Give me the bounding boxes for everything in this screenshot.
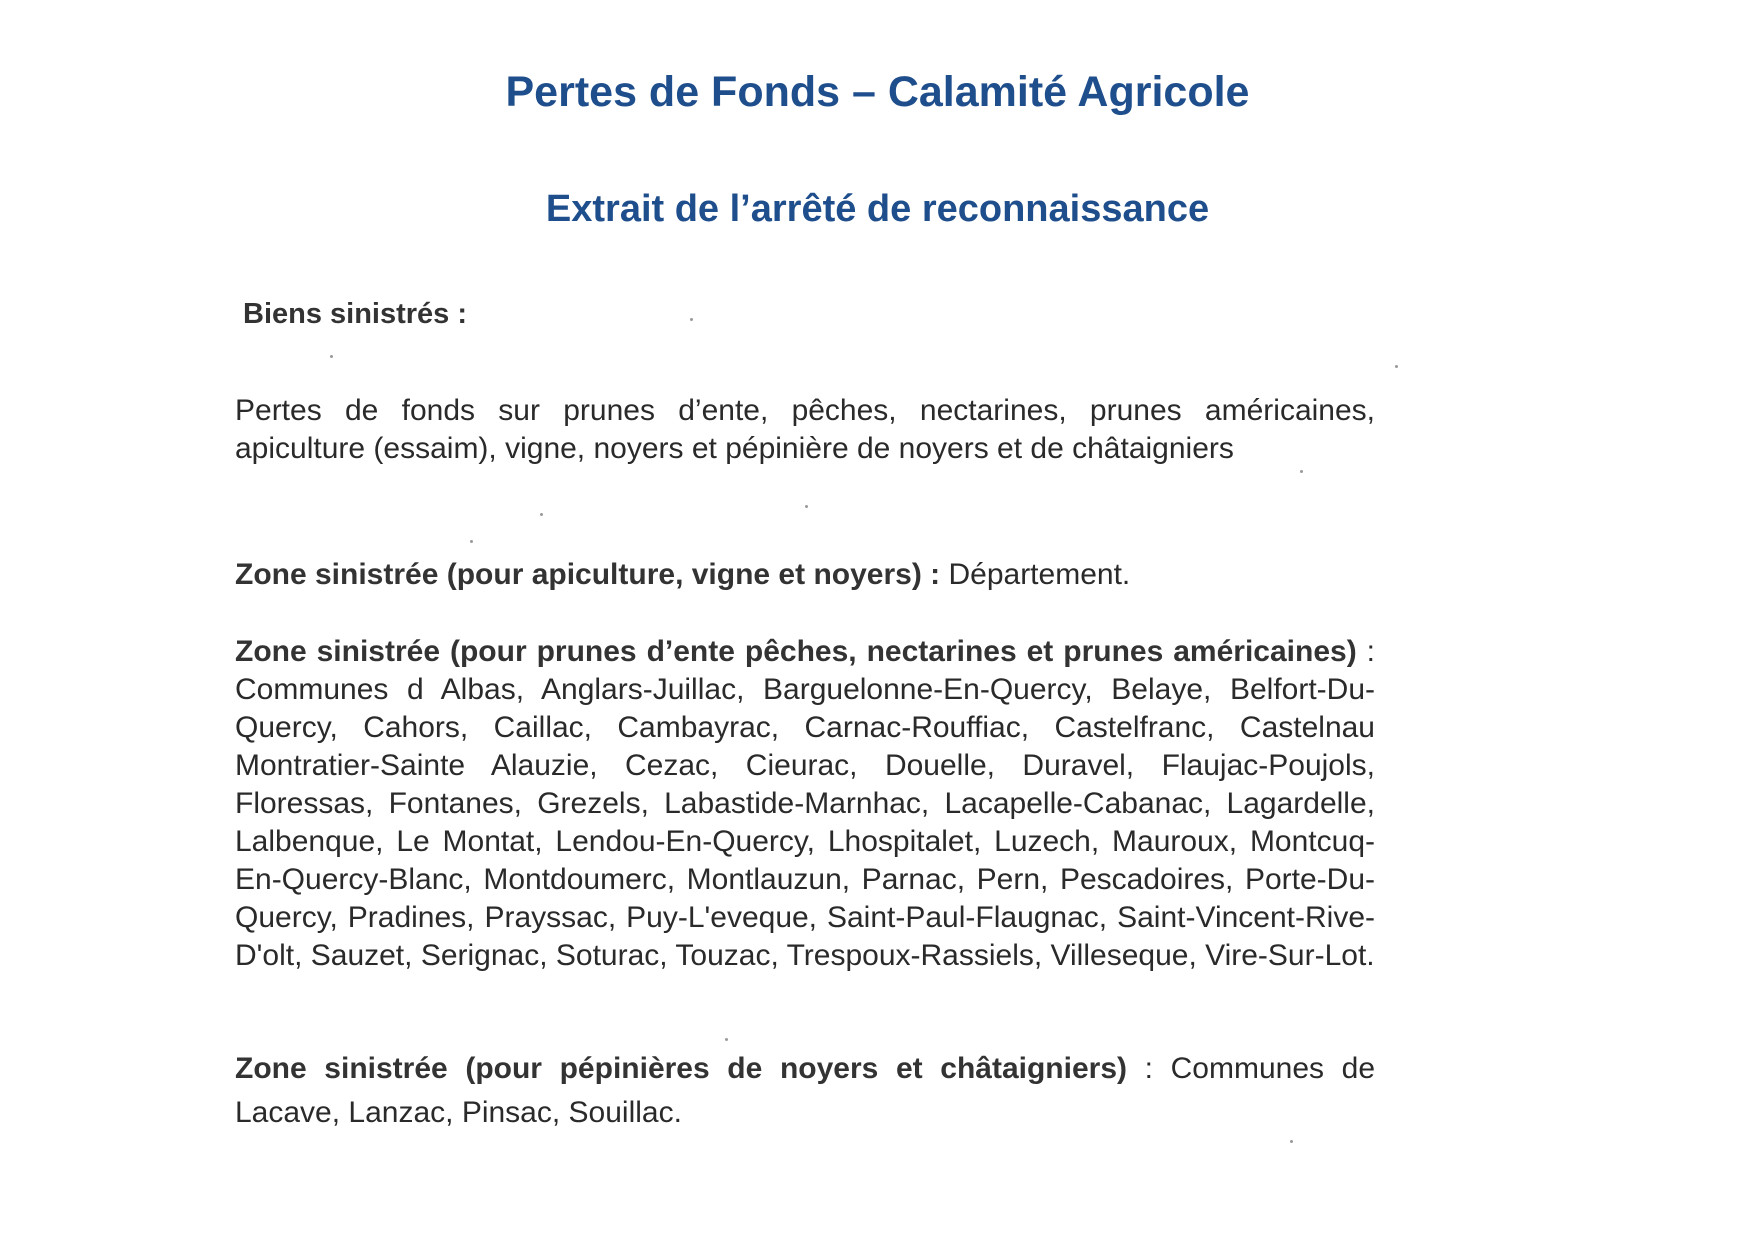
zone-text-apiculture: Département.: [940, 558, 1131, 591]
scan-speck: [540, 513, 543, 516]
zone-paragraph-apiculture: [235, 556, 1375, 594]
page-title: Pertes de Fonds – Calamité Agricole: [505, 68, 1250, 116]
zone-label-apiculture: Zone sinistrée (pour apiculture, vigne et noyers) :: [235, 558, 941, 591]
scan-speck: [1395, 365, 1398, 368]
zone-label-prunes: Zone sinistrée (pour prunes d’ente pêches, nectarines et prunes américaines): [235, 635, 1357, 668]
zone-paragraph-prunes: [235, 633, 1375, 975]
zone-label-pepinieres: Zone sinistrée (pour pépinières de noyers et châtaigniers): [235, 1052, 1128, 1085]
scan-speck: [1300, 470, 1303, 473]
zone-paragraph-pepinieres: [235, 1047, 1375, 1135]
scan-speck: [805, 505, 808, 508]
biens-paragraph: Pertes de fonds sur prunes d’ente, pêches, nectarines, prunes américaines, apiculture (essaim), vigne, noyers et pépinière de noyers et de châtaigniers: [235, 394, 1375, 465]
biens-heading: Biens sinistrés :: [243, 298, 468, 330]
zone-text-prunes: : Communes d Albas, Anglars-Juillac, Barguelonne-En-Quercy, Belaye, Belfort-Du-Quercy, Cahors, Caillac, Cambayrac, Carnac-Rouffiac, Castelfranc, Castelnau Montratier-Sainte Alauzie, Cezac, Cieurac, Douelle, Duravel, Flaujac-Poujols, Floressas, Fontanes, Grezels, Labastide-Marnhac, Lacapelle-Cabanac, Lagardelle, Lalbenque, Le Montat, Lendou-En-Quercy, Lhospitalet, Luzech, Mauroux, Montcuq-En-Quercy-Blanc, Montdoumerc, Montlauzun, Parnac, Pern, Pescadoires, Porte-Du-Quercy, Pradines, Prayssac, Puy-L'eveque, Saint-Paul-Flaugnac, Saint-Vincent-Rive-D'olt, Sauzet, Serignac, Soturac, Touzac, Trespoux-Rassiels, Villeseque, Vire-Sur-Lot.: [235, 635, 1376, 972]
scan-speck: [690, 318, 693, 321]
scan-speck: [330, 355, 333, 358]
zone-text-pepinieres: : Communes de Lacave, Lanzac, Pinsac, Souillac.: [235, 1052, 1376, 1129]
scan-speck: [1290, 1140, 1293, 1143]
scan-speck: [470, 540, 473, 543]
page-subtitle: Extrait de l’arrêté de reconnaissance: [545, 188, 1210, 230]
scan-speck: [725, 1038, 728, 1041]
